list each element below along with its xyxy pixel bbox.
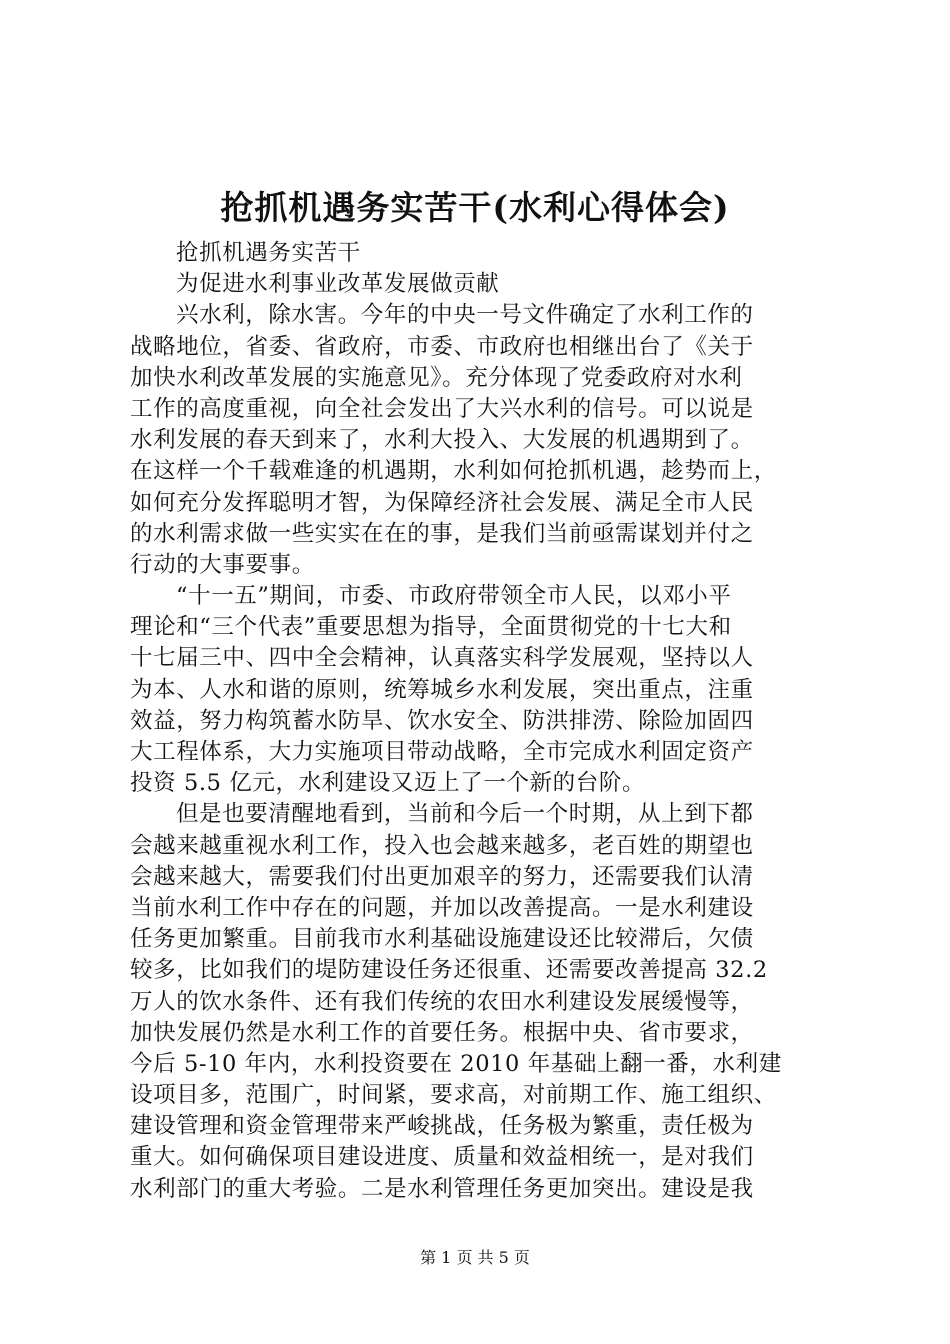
paragraph-line: 工作的高度重视，向全社会发出了大兴水利的信号。可以说是: [130, 395, 754, 422]
paragraph-line: 重大。如何确保项目建设进度、质量和效益相统一，是对我们: [130, 1144, 754, 1171]
paragraph-line: 任务更加繁重。目前我市水利基础设施建设还比较滞后，欠债: [130, 926, 754, 953]
paragraph-line: 会越来越重视水利工作，投入也会越来越多，老百姓的期望也: [130, 832, 754, 859]
paragraph-line: 的水利需求做一些实实在在的事，是我们当前亟需谋划并付之: [130, 520, 754, 547]
paragraph-line: 战略地位，省委、省政府，市委、市政府也相继出台了《关于: [130, 333, 754, 360]
paragraph-line: 十七届三中、四中全会精神，认真落实科学发展观，坚持以人: [130, 645, 754, 672]
document-title: 抢抓机遇务实苦干(水利心得体会): [220, 188, 730, 227]
paragraph-line: 兴水利，除水害。今年的中央一号文件确定了水利工作的: [176, 302, 754, 329]
subtitle-line: 为促进水利事业改革发展做贡献: [176, 271, 500, 298]
paragraph-line: 加快水利改革发展的实施意见》。充分体现了党委政府对水利: [130, 364, 743, 391]
paragraph-line: 今后 5-10 年内，水利投资要在 2010 年基础上翻一番，水利建: [130, 1050, 782, 1077]
paragraph-line: 建设管理和资金管理带来严峻挑战，任务极为繁重，责任极为: [130, 1113, 754, 1140]
subtitle-line: 抢抓机遇务实苦干: [176, 240, 361, 266]
paragraph-line: 当前水利工作中存在的问题，并加以改善提高。一是水利建设: [130, 894, 754, 921]
paragraph-line: 效益，努力构筑蓄水防旱、饮水安全、防洪排涝、除险加固四: [130, 707, 754, 734]
paragraph-line: 行动的大事要事。: [130, 551, 315, 578]
paragraph-line: 但是也要清醒地看到，当前和今后一个时期，从上到下都: [176, 801, 754, 828]
paragraph-line: 如何充分发挥聪明才智，为保障经济社会发展、满足全市人民: [130, 489, 754, 516]
paragraph-line: 理论和“三个代表”重要思想为指导，全面贯彻党的十七大和: [130, 614, 732, 641]
paragraph-line: 投资 5.5 亿元，水利建设又迈上了一个新的台阶。: [130, 770, 646, 797]
paragraph-line: 加快发展仍然是水利工作的首要任务。根据中央、省市要求，: [130, 1019, 754, 1046]
paragraph-line: 大工程体系，大力实施项目带动战略，全市完成水利固定资产: [130, 739, 754, 765]
paragraph-line: 较多，比如我们的堤防建设任务还很重、还需要改善提高 32.2: [130, 957, 768, 984]
page-footer: 第 1 页 共 5 页: [420, 1248, 530, 1267]
paragraph-line: 水利发展的春天到来了，水利大投入、大发展的机遇期到了。: [130, 427, 754, 454]
paragraph-line: 设项目多，范围广，时间紧，要求高，对前期工作、施工组织、: [130, 1082, 777, 1109]
document-body: [130, 238, 830, 1205]
paragraph-line: 水利部门的重大考验。二是水利管理任务更加突出。建设是我: [130, 1175, 754, 1202]
paragraph-line: 万人的饮水条件、还有我们传统的农田水利建设发展缓慢等，: [130, 988, 754, 1015]
paragraph-line: 在这样一个千载难逢的机遇期，水利如何抢抓机遇，趁势而上，: [130, 458, 777, 485]
paragraph-line: 为本、人水和谐的原则，统筹城乡水利发展，突出重点，注重: [130, 676, 754, 703]
paragraph-line: 会越来越大，需要我们付出更加艰辛的努力，还需要我们认清: [130, 863, 754, 890]
paragraph-line: “十一五”期间，市委、市政府带领全市人民，以邓小平: [176, 583, 732, 610]
